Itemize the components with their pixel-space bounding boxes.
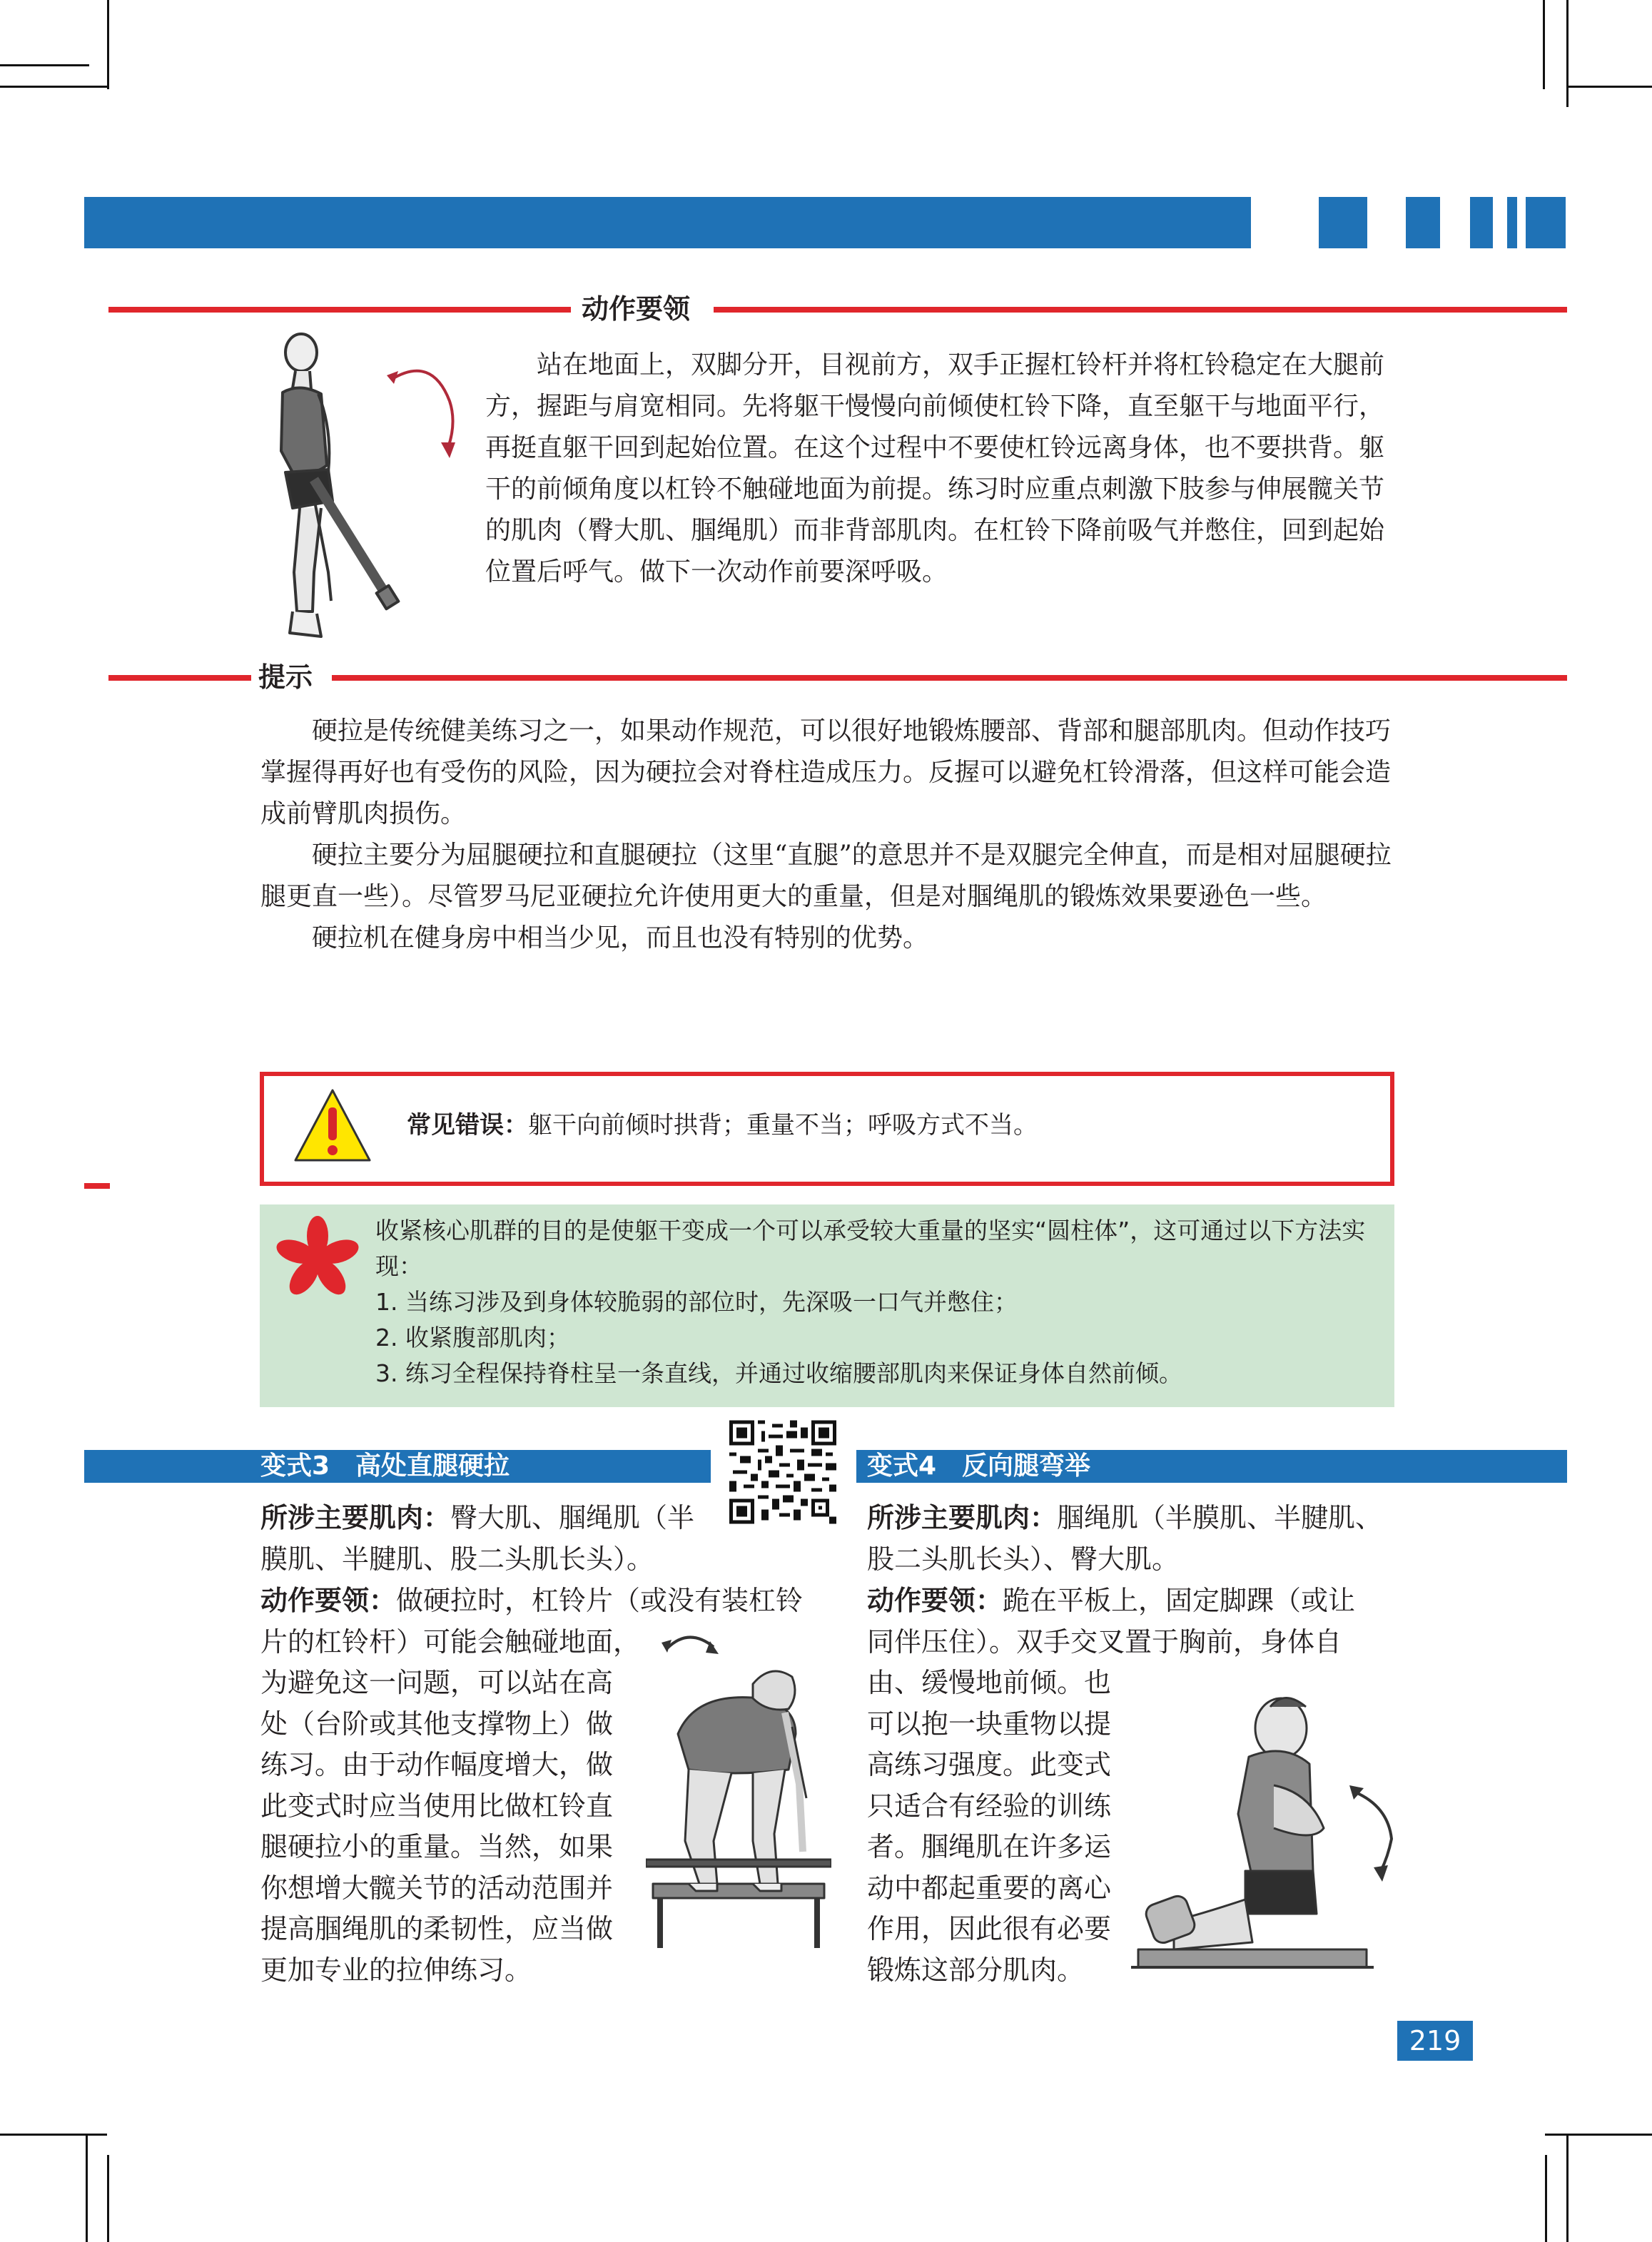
core-note-intro: 收紧核心肌群的目的是使躯干变成一个可以承受较大重量的坚实“圆柱体”，这可通过以下方法实现： (375, 1217, 1366, 1280)
variant4-line: 者。腘绳肌在许多运 (867, 1831, 1112, 1862)
warning-label: 常见错误： (407, 1111, 528, 1140)
variant4-line-text: 跪在平板上，固定脚踝（或让 (1003, 1585, 1356, 1616)
variant4-muscles (867, 1497, 1395, 1580)
variant4-line (867, 1580, 1395, 1622)
core-note-box (260, 1204, 1394, 1407)
variant3-line-text: 做硬拉时，杠铃片（或没有装杠铃 (396, 1585, 804, 1616)
variant3-muscles-label: 所涉主要肌肉： (260, 1501, 451, 1533)
crop-mark-bottom-right (1566, 2134, 1569, 2242)
header-band (84, 197, 1251, 248)
variant3-muscles-text: 臀大肌、腘绳肌（半膜肌、半腱肌、股二头肌长头）。 (260, 1502, 695, 1575)
crop-mark-top-left (0, 86, 107, 88)
crop-mark-top-left (0, 64, 89, 66)
section-rule (108, 675, 251, 681)
qr-code (729, 1420, 836, 1524)
variant3-line: 练习。由于动作幅度增大，做 (260, 1749, 614, 1780)
core-note-item: 2. 收紧腹部肌肉； (375, 1324, 570, 1351)
section-rule (108, 307, 571, 313)
standing-deadlift-figure (271, 330, 471, 638)
variant3-line: 此变式时应当使用比做杠铃直 (260, 1790, 614, 1822)
header-block (1470, 197, 1493, 248)
variant3-line: 腿硬拉小的重量。当然，如果 (260, 1831, 614, 1862)
variant4-line: 同伴压住）。双手交叉置于胸前，身体自 (867, 1625, 1342, 1658)
header-block (1406, 197, 1440, 248)
section-heading-movement: 动作要领 (582, 293, 691, 325)
variant4-line: 高练习强度。此变式 (867, 1749, 1112, 1780)
variant3-title: 变式3 高处直腿硬拉 (260, 1451, 510, 1481)
section-rule (714, 307, 1567, 313)
variant3-muscles (260, 1497, 717, 1580)
variant4-line: 作用，因此很有必要 (867, 1913, 1112, 1944)
warning-triangle-icon (293, 1086, 373, 1166)
reverse-leg-curl-figure (1131, 1685, 1402, 1985)
tips-paragraph: 硬拉机在健身房中相当少见，而且也没有特别的优势。 (312, 923, 929, 953)
variant3-line: 更加专业的拉伸练习。 (260, 1954, 532, 1986)
header-block (1319, 197, 1367, 248)
section-rule (332, 675, 1567, 681)
tips-paragraph: 硬拉是传统健美练习之一，如果动作规范，可以很好地锻炼腰部、背部和腿部肌肉。但动作技巧掌握得再好也有受伤的风险，因为硬拉会对脊柱造成压力。反握可以避免杠铃滑落，但这样可能会造成前臂肌肉损伤。 (260, 716, 1392, 828)
crop-mark-bottom-right (1545, 2155, 1547, 2242)
variant4-line: 由、缓慢地前倾。也 (867, 1667, 1112, 1698)
variant3-line: 提高腘绳肌的柔韧性，应当做 (260, 1913, 614, 1944)
crop-mark-top-left (107, 0, 109, 89)
crop-mark-top-right (1543, 0, 1545, 89)
core-note-item: 1. 当练习涉及到身体较脆弱的部位时，先深吸一口气并憋住； (375, 1288, 1018, 1316)
asterisk-icon (275, 1214, 360, 1299)
crop-mark-bottom-left (0, 2134, 107, 2136)
crop-mark-top-right (1566, 86, 1652, 88)
variant3-line (260, 1580, 804, 1622)
variant4-muscles-text: 腘绳肌（半膜肌、半腱肌、股二头肌长头）、臀大肌。 (867, 1502, 1383, 1575)
section-heading-tips: 提示 (258, 661, 313, 693)
crop-mark-bottom-left (107, 2155, 109, 2242)
tips-paragraph: 硬拉主要分为屈腿硬拉和直腿硬拉（这里“直腿”的意思并不是双腿完全伸直，而是相对屈腿硬拉腿更直一些）。尽管罗马尼亚硬拉允许使用更大的重量，但是对腘绳肌的锻炼效果要逊色一些。 (260, 841, 1392, 911)
variant4-muscles-label: 所涉主要肌肉： (867, 1501, 1058, 1533)
variant3-line: 为避免这一问题，可以站在高 (260, 1667, 614, 1698)
variant3-movement-label: 动作要领： (260, 1584, 397, 1616)
core-note-text (375, 1213, 1378, 1391)
header-block (1507, 197, 1517, 248)
core-note-item: 3. 练习全程保持脊柱呈一条直线，并通过收缩腰部肌肉来保证身体自然前倾。 (375, 1359, 1182, 1387)
warning-content: 躯干向前倾时拱背；重量不当；呼吸方式不当。 (528, 1111, 1038, 1140)
header-block (1526, 197, 1566, 248)
movement-paragraph: 站在地面上，双脚分开，目视前方，双手正握杠铃杆并将杠铃稳定在大腿前方，握距与肩宽相同。先将躯干慢慢向前倾使杠铃下降，直至躯干与地面平行，再挺直躯干回到起始位置。在这个过程中不要使杠铃远离身体，也不要拱背。躯干的前倾角度以杠铃不触碰地面为前提。练习时应重点刺激下肢参与伸展髋关节的肌肉（臀大肌、腘绳肌）而非背部肌肉。在杠铃下降前吸气并憋住，回到起始位置后呼气。做下一次动作前要深呼吸。 (485, 350, 1385, 587)
crop-mark-bottom-left (86, 2134, 88, 2242)
crop-mark-bottom-right (1545, 2134, 1652, 2136)
warning-box (260, 1072, 1394, 1186)
margin-marker (84, 1183, 110, 1189)
variant4-line: 动中都起重要的离心 (867, 1872, 1112, 1904)
tips-body (260, 711, 1392, 959)
variant4-movement-label: 动作要领： (867, 1584, 1003, 1616)
variant4-line: 只适合有经验的训练 (867, 1790, 1112, 1822)
page-number: 219 (1409, 2025, 1461, 2056)
crop-mark-top-right (1566, 0, 1569, 107)
warning-text (407, 1109, 1038, 1142)
variant4-line: 锻炼这部分肌肉。 (867, 1954, 1085, 1986)
variant3-line: 片的杠铃杆）可能会触碰地面， (260, 1625, 641, 1658)
variant4-title: 变式4 反向腿弯举 (867, 1451, 1091, 1481)
variant4-line: 可以抱一块重物以提 (867, 1708, 1112, 1740)
stiff-leg-deadlift-on-step-figure (646, 1627, 831, 1962)
variant3-line: 你想增大髋关节的活动范围并 (260, 1872, 614, 1904)
variant3-line: 处（台阶或其他支撑物上）做 (260, 1708, 614, 1740)
